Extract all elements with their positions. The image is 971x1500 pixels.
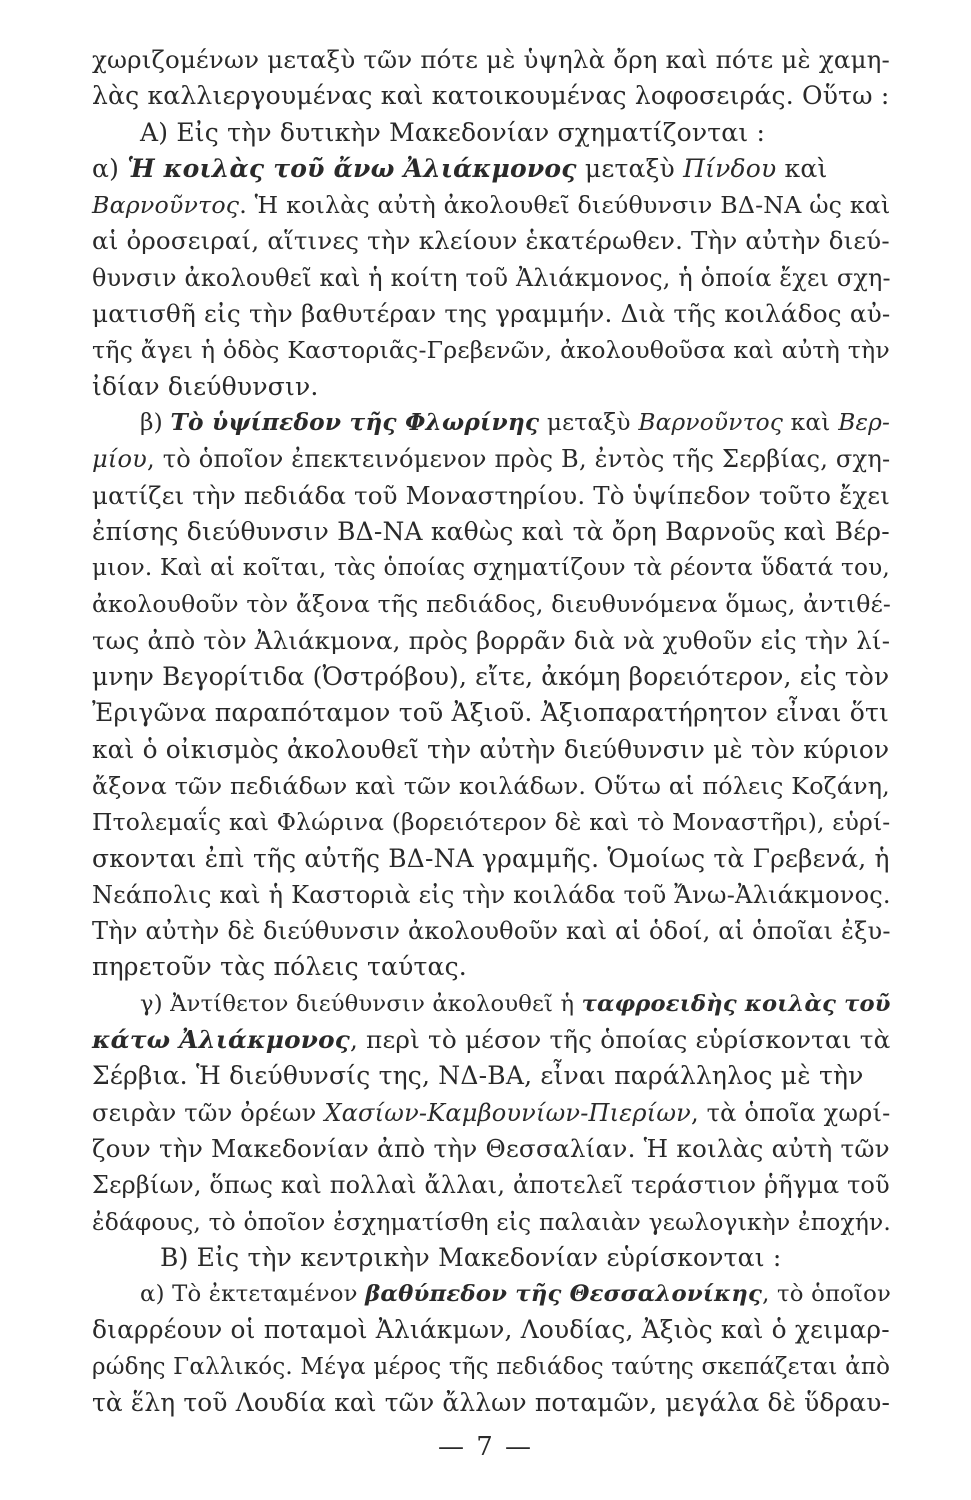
text-line bbox=[92, 949, 890, 985]
text-line bbox=[92, 913, 890, 949]
text-span: χωριζομένων μεταξὺ τῶν πότε μὲ ὑψηλὰ ὄρη καὶ πότε μὲ χαμη- bbox=[92, 45, 891, 74]
text-span: α) bbox=[92, 153, 128, 183]
text-span: , τὰ ὁποῖα χωρί- bbox=[690, 1098, 891, 1127]
text-line bbox=[92, 1095, 890, 1131]
text-line bbox=[92, 1167, 890, 1203]
italic-text: Χασίων-Καμβουνίων-Πιερίων bbox=[324, 1098, 691, 1127]
italic-text: Βερ- bbox=[838, 408, 891, 436]
text-line bbox=[92, 42, 890, 78]
text-span: λὰς καλλιεργουμένας καὶ κατοικουμένας λοφοσειράς. Οὕτω : bbox=[92, 81, 890, 111]
text-line bbox=[92, 514, 890, 550]
text-span: ματίζει τὴν πεδιάδα τοῦ Μοναστηρίου. Τὸ ὑψίπεδον τοῦτο ἔχει bbox=[92, 480, 891, 510]
text-span: ρώδης Γαλλικός. Μέγα μέρος τῆς πεδιάδος ταύτης σκεπάζεται ἀπὸ bbox=[92, 1353, 891, 1380]
text-line bbox=[92, 877, 890, 913]
text-span: διαρρέουν οἱ ποταμοὶ Ἀλιάκμων, Λουδίας, Ἀξιὸς καὶ ὁ χειμαρ- bbox=[92, 1315, 890, 1345]
text-line bbox=[92, 1240, 890, 1276]
text-span: Σερβίων, ὅπως καὶ πολλαὶ ἄλλαι, ἀποτελεῖ τεράστιον ῥῆγμα τοῦ bbox=[92, 1171, 890, 1200]
text-line bbox=[92, 1058, 890, 1094]
text-line bbox=[92, 441, 890, 477]
text-span: . Ἡ κοιλὰς αὐτὴ ἀκολουθεῖ διεύθυνσιν ΒΔ-ΝΑ ὡς καὶ bbox=[239, 191, 891, 220]
text-line bbox=[92, 768, 890, 804]
text-span: σκονται ἐπὶ τῆς αὐτῆς ΒΔ-ΝΑ γραμμῆς. Ὁμοίως τὰ Γρεβενά, ἡ bbox=[92, 843, 890, 873]
page-number: — 7 — bbox=[437, 1432, 534, 1462]
text-line bbox=[92, 78, 890, 114]
italic-text: Πίνδου bbox=[683, 153, 777, 183]
text-span: ἄξονα τῶν πεδιάδων καὶ τῶν κοιλάδων. Οὕτω αἱ πόλεις Κοζάνη, bbox=[92, 771, 890, 800]
italic-text: μίου bbox=[92, 445, 148, 474]
text-line bbox=[92, 659, 890, 695]
text-span: μνην Βεγορίτιδα (Ὀστρόβου), εἴτε, ἀκόμη βορειότερον, εἰς τὸν bbox=[92, 662, 890, 692]
bold-heading-text: κάτω Ἀλιάκμονος bbox=[92, 1025, 350, 1055]
text-line bbox=[92, 223, 890, 259]
text-span: μεταξὺ bbox=[576, 153, 684, 183]
text-span: αἱ ὀροσειραί, αἵτινες τὴν κλείουν ἑκατέρωθεν. Τὴν αὐτὴν διεύ- bbox=[92, 226, 890, 256]
text-line bbox=[92, 151, 890, 187]
text-line bbox=[92, 1385, 890, 1421]
text-line bbox=[92, 732, 890, 768]
text-span: μιον. Καὶ αἱ κοῖται, τὰς ὁποίας σχηματίζουν τὰ ρέοντα ὕδατά του, bbox=[92, 555, 890, 582]
text-span: ζουν τὴν Μακεδονίαν ἀπὸ τὴν Θεσσαλίαν. Ἡ κοιλὰς αὐτὴ τῶν bbox=[92, 1133, 890, 1163]
text-span: πηρετοῦν τὰς πόλεις ταύτας. bbox=[92, 952, 467, 982]
text-span: τως ἀπὸ τὸν Ἀλιάκμονα, πρὸς βορρᾶν διὰ νὰ χυθοῦν εἰς τὴν λί- bbox=[92, 625, 891, 655]
text-line bbox=[92, 478, 890, 514]
text-line bbox=[92, 841, 890, 877]
text-line bbox=[92, 405, 890, 441]
text-line bbox=[92, 1131, 890, 1167]
italic-text: Βαρνοῦντος bbox=[92, 191, 240, 220]
text-line bbox=[92, 1312, 890, 1348]
text-span: Πτολεμαΐς καὶ Φλώρινα (βορειότερον δὲ καὶ τὸ Μοναστῆρι), εὑρί- bbox=[92, 808, 891, 837]
text-line bbox=[92, 695, 890, 731]
text-span: καὶ bbox=[776, 153, 828, 183]
text-line bbox=[92, 1204, 890, 1240]
text-span: Τὴν αὐτὴν δὲ διεύθυνσιν ἀκολουθοῦν καὶ αἱ ὁδοί, αἱ ὁποῖαι ἐξυ- bbox=[92, 917, 891, 946]
bold-heading-text: Ἡ κοιλὰς τοῦ ἄνω Ἀλιάκμονος bbox=[127, 153, 577, 183]
text-line bbox=[92, 115, 890, 151]
text-span: Α) Εἰς τὴν δυτικὴν Μακεδονίαν σχηματίζονται : bbox=[140, 117, 766, 147]
text-line bbox=[92, 804, 890, 840]
text-line bbox=[92, 260, 890, 296]
text-line bbox=[92, 296, 890, 332]
text-span: σειρὰν τῶν ὀρέων bbox=[92, 1098, 325, 1127]
text-line bbox=[92, 623, 890, 659]
text-span: ἐδάφους, τὸ ὁποῖον ἐσχηματίσθη εἰς παλαιὰν γεωλογικὴν ἐποχήν. bbox=[92, 1207, 891, 1236]
text-line bbox=[92, 369, 890, 405]
text-span: τὰ ἕλη τοῦ Λουδία καὶ τῶν ἄλλων ποταμῶν, μεγάλα δὲ ὕδραυ- bbox=[92, 1387, 891, 1417]
bold-heading-text: ταφροειδὴς κοιλὰς τοῦ bbox=[581, 990, 891, 1017]
text-span: α) Τὸ ἐκτεταμένον bbox=[140, 1281, 366, 1308]
text-span: Σέρβια. Ἡ διεύθυνσίς της, ΝΔ-ΒΑ, εἶναι παράλληλος μὲ τὴν bbox=[92, 1061, 864, 1091]
text-line bbox=[92, 1276, 890, 1312]
text-span: Νεάπολις καὶ ἡ Καστοριὰ εἰς τὴν κοιλάδα τοῦ Ἄνω-Ἀλιάκμονος. bbox=[92, 880, 891, 909]
body-text bbox=[92, 42, 890, 1421]
text-span: Ἐριγῶνα παραπόταμον τοῦ Ἀξιοῦ. Ἀξιοπαρατήρητον εἶναι ὅτι bbox=[92, 698, 890, 728]
text-span: , περὶ τὸ μέσον τῆς ὁποίας εὑρίσκονται τὰ bbox=[349, 1025, 891, 1055]
text-line bbox=[92, 986, 890, 1022]
text-span: ἰδίαν διεύθυνσιν. bbox=[92, 371, 319, 401]
text-span: β) bbox=[140, 408, 171, 436]
text-line bbox=[92, 1022, 890, 1058]
text-span: θυνσιν ἀκολουθεῖ καὶ ἡ κοίτη τοῦ Ἀλιάκμονος, ἡ ὁποία ἔχει σχη- bbox=[92, 263, 891, 292]
text-span: Β) Εἰς τὴν κεντρικὴν Μακεδονίαν εὑρίσκονται : bbox=[160, 1242, 782, 1272]
text-span: μεταξὺ bbox=[539, 408, 639, 436]
bold-heading-text: βαθύπεδον τῆς Θεσσαλονίκης bbox=[365, 1281, 763, 1308]
text-span: , τὸ ὁποῖον ἐπεκτεινόμενον πρὸς Β, ἐντὸς τῆς Σερβίας, σχη- bbox=[147, 445, 891, 474]
text-span: ματισθῆ εἰς τὴν βαθυτέραν της γραμμήν. Διὰ τῆς κοιλάδος αὐ- bbox=[92, 299, 891, 329]
text-span: ἐπίσης διεύθυνσιν ΒΔ-ΝΑ καθὼς καὶ τὰ ὄρη Βαρνοῦς καὶ Βέρ- bbox=[92, 516, 890, 546]
text-span: ἀκολουθοῦν τὸν ἄξονα τῆς πεδιάδος, διευθυνόμενα ὅμως, ἀντιθέ- bbox=[92, 590, 892, 619]
bold-heading-text: Τὸ ὑψίπεδον τῆς Φλωρίνης bbox=[170, 408, 540, 436]
text-span: τῆς ἄγει ἡ ὁδὸς Καστοριᾶς-Γρεβενῶν, ἀκολουθοῦσα καὶ αὐτὴ τὴν bbox=[92, 336, 890, 365]
text-line bbox=[92, 187, 890, 223]
text-span: καὶ ὁ οἰκισμὸς ἀκολουθεῖ τὴν αὐτὴν διεύθυνσιν μὲ τὸν κύριον bbox=[92, 734, 890, 764]
text-line bbox=[92, 1349, 890, 1385]
italic-text: Βαρνοῦντος bbox=[638, 408, 784, 436]
text-line bbox=[92, 332, 890, 368]
text-span: , τὸ ὁποῖον bbox=[762, 1281, 892, 1308]
text-line bbox=[92, 586, 890, 622]
text-span: καὶ bbox=[783, 408, 839, 436]
text-span: γ) Ἀντίθετον διεύθυνσιν ἀκολουθεῖ ἡ bbox=[140, 990, 582, 1017]
text-line bbox=[92, 550, 890, 586]
